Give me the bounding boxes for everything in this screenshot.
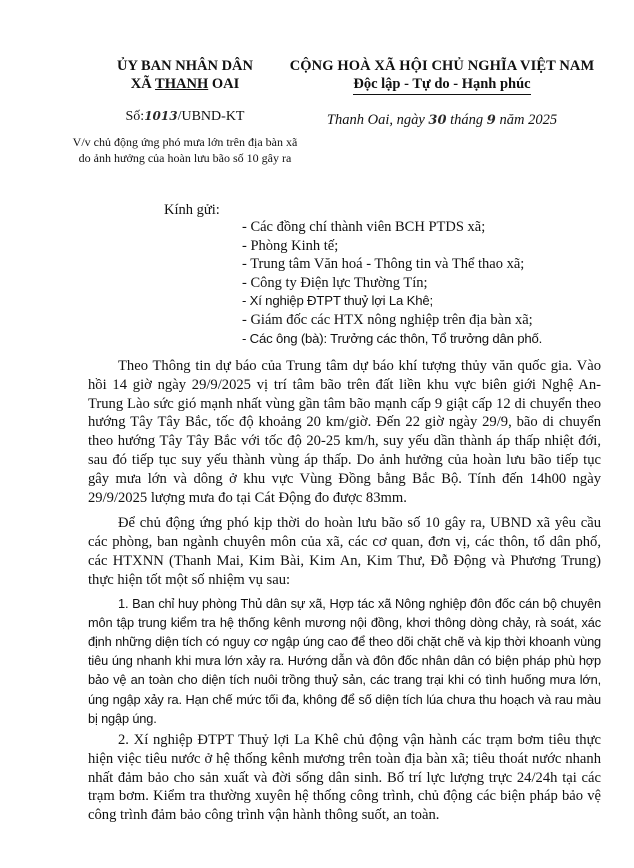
place-and-date: [262, 111, 622, 130]
national-motto: Độc lập - Tự do - Hạnh phúc: [353, 75, 530, 95]
addressee-item: - Xí nghiệp ĐTPT thuỷ lợi La Khê;: [242, 293, 433, 309]
date-place: Thanh Oai, ngày: [326, 112, 429, 128]
addressee-label: Kính gửi:: [164, 202, 220, 218]
org-name-underlined: THANH: [155, 76, 209, 92]
date-month-label: tháng: [446, 112, 487, 128]
date-year: năm 2025: [495, 112, 558, 128]
national-title: CỘNG HOÀ XÃ HỘI CHỦ NGHĨA VIỆT NAM: [289, 58, 595, 74]
doc-number-suffix: /UBND-KT: [177, 109, 245, 124]
body-paragraph-task-1: 1. Ban chỉ huy phòng Thủ dân sự xã, Hợp tác xã Nông nghiệp đôn đốc cán bộ chuyên môn tập trung kiểm tra hệ thống kênh mương nội đồng, khơi thông dòng chảy, rà soát, xác định những diện tích có nguy cơ ngập úng cao để theo dõi chặt chẽ và kịp thời khoanh vùng tiêu úng nhanh khi mưa lớn xảy ra. Hướng dẫn và đôn đốc nhân dân có biện pháp phù hợp bảo vệ an toàn cho diện tích nuôi trồng thuỷ sản, các trang trại khi có tình huống mưa lớn, úng ngập xảy ra. Hạn chế mức tối đa, không để số diện tích lúa chưa thu hoạch và rau màu bị ngập úng.: [88, 595, 601, 726]
addressee-list: [242, 218, 622, 348]
addressee-item: - Phòng Kinh tế;: [242, 237, 339, 254]
date-month-handwritten: 9: [486, 113, 496, 128]
doc-number-prefix: Số:: [125, 109, 145, 124]
document-subject: V/v chủ động ứng phó mưa lớn trên địa bàn xã do ảnh hưởng của hoàn lưu bão số 10 gây ra: [72, 135, 298, 165]
addressee-item: - Giám đốc các HTX nông nghiệp trên địa bàn xã;: [242, 311, 533, 328]
date-day-handwritten: 30: [428, 113, 447, 128]
body-paragraph-request: Để chủ động ứng phó kịp thời do hoàn lưu bão số 10 gây ra, UBND xã yêu cầu các phòng, ban ngành chuyên môn của xã, các cơ quan, đơn vị, các thôn, tổ dân phố, các HTXNN (Thanh Mai, Kim Bài, Kim An, Kim Thư, Đỗ Động và Phương Trung) thực hiện tốt một số nhiệm vụ sau:: [88, 515, 601, 588]
national-header-block: [262, 57, 622, 130]
org-name-prefix: XÃ: [130, 76, 156, 92]
letter-body: [88, 357, 601, 825]
addressee-item: - Các ông (bà): Trưởng các thôn, Tổ trưởng dân phố.: [242, 330, 543, 346]
body-paragraph-forecast: Theo Thông tin dự báo của Trung tâm dự báo khí tượng thủy văn quốc gia. Vào hồi 14 giờ ngày 29/9/2025 vị trí tâm bão trên đất liền khu vực biên giới Nghệ An- Trung Lào sức gió mạnh nhất vùng gần tâm bão mạnh cấp 9 giật cấp 12 di chuyển theo hướng Tây Tây Bắc, tốc độ khoảng 20 km/giờ. Đến 22 giờ ngày 29/9, bão di chuyển theo hướng Tây Tây Bắc với tốc độ 20-25 km/h, suy yếu dần thành áp thấp nhiệt đới, sau đó tiếp tục suy yếu thành vùng áp thấp. Do ảnh hưởng của hoàn lưu bão tiếp tục gây mưa lớn và dông ở khu vực Vùng Đồng bằng Bắc Bộ. Tính đến 14h00 ngày 29/9/2025 lượng mưa đo tại Cát Động đo được 83mm.: [88, 358, 601, 506]
doc-number-handwritten: 1013: [144, 109, 178, 123]
org-name-line1: ỦY BAN NHÂN DÂN: [116, 58, 253, 74]
org-name-suffix: OAI: [208, 76, 240, 92]
addressee-item: - Trung tâm Văn hoá - Thông tin và Thể thao xã;: [242, 256, 525, 273]
body-paragraph-task-2: 2. Xí nghiệp ĐTPT Thuỷ lợi La Khê chủ động vận hành các trạm bơm tiêu thực hiện việc tiêu nước ở hệ thống kênh mương trên toàn địa bàn xã; tiêu thoát nước nhanh nhất đảm bảo cho sản xuất và đời sống dân sinh. Bố trí lực lượng trực 24/24h tại các trạm bơm. Kiểm tra thường xuyên hệ thống công trình, chủ động các biện pháp bảo vệ công trình đảm bảo công trình vận hành thông suốt, an toàn.: [88, 731, 601, 824]
addressee-item: - Các đồng chí thành viên BCH PTDS xã;: [242, 219, 486, 235]
addressee-item: - Công ty Điện lực Thường Tín;: [242, 274, 428, 291]
